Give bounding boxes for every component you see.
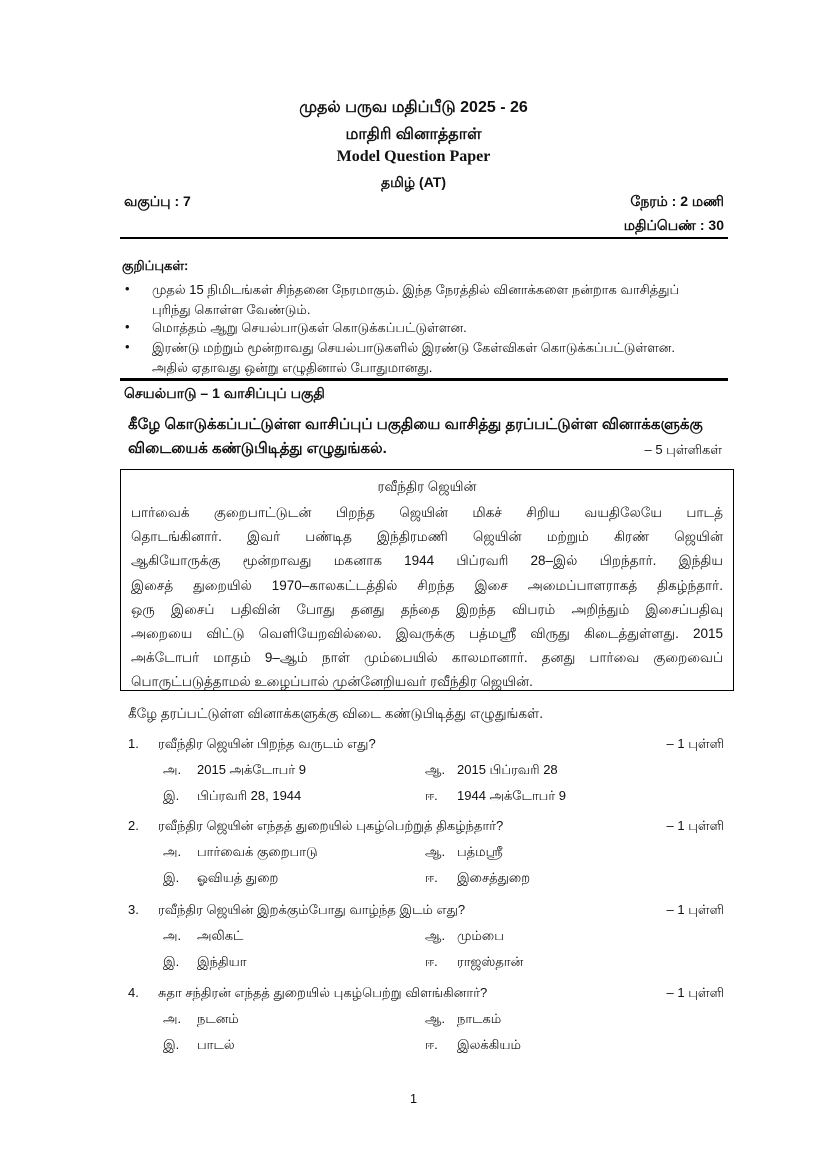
option-text: 2015 அக்டோபர் 9 [197,762,306,777]
option-text: 1944 அக்டோபர் 9 [457,788,566,803]
option-text: பத்மஸ்ரீ [457,844,503,859]
class-label: வகுப்பு : 7 [124,193,191,209]
note-3: இரண்டு மற்றும் மூன்றாவது செயல்பாடுகளில் இரண்டு கேள்விகள் கொடுக்கப்பட்டுள்ளன. [152,340,676,355]
answer-option[interactable] [163,762,306,779]
answer-option[interactable] [163,928,244,945]
passage-line: தொடங்கினார். இவர் பண்டித இந்திரமணி ஜெயின் மற்றும் கிரண் ஜெயின் [131,529,723,545]
option-label: ஆ. [425,1011,446,1026]
option-label: இ. [163,870,180,885]
passage-line: ஆகியோருக்கு மூன்றாவது மகனாக 1944 பிப்ரவரி 28–இல் பிறந்தார். இந்திய [131,553,723,569]
passage-line: அறையை விட்டு வெளியேறவில்லை. இவருக்கு பத்மஸ்ரீ விருது கிடைத்துள்ளது. 2015 [131,626,723,642]
option-text: நாடகம் [457,1011,502,1026]
question-text: ரவீந்திர ஜெயின் இறக்கும்போது வாழ்ந்த இடம் எது? [158,902,466,917]
question-text: ரவீந்திர ஜெயின் பிறந்த வருடம் எது? [158,736,376,751]
option-text: பாடல் [197,1037,235,1052]
option-text: ஓவியத் துறை [197,870,279,885]
answer-option[interactable] [163,844,318,861]
question-marks: – 1 புள்ளி [666,818,724,833]
question-text: ரவீந்திர ஜெயின் எந்தத் துறையில் புகழ்பெற்றுத் திகழ்ந்தார்? [158,818,504,833]
passage-title: ரவீந்திர ஜெயின் [377,479,477,494]
option-label: அ. [163,1011,182,1026]
passage-line: பொருட்படுத்தாமல் உழைப்பால் முன்னேறியவர் ரவீந்திர ஜெயின். [131,674,533,690]
divider [120,378,728,381]
question-number: 4. [128,985,139,1000]
marks-label: மதிப்பெண் : 30 [623,217,724,233]
option-label: இ. [163,954,180,969]
answer-option[interactable] [163,870,279,887]
instruction: கீழே கொடுக்கப்பட்டுள்ள வாசிப்புப் பகுதியை வாசித்து தரப்பட்டுள்ள வினாக்களுக்கு [128,416,703,433]
option-label: அ. [163,928,182,943]
option-text: இலக்கியம் [457,1037,522,1052]
option-label: அ. [163,762,182,777]
question-intro: கீழே தரப்பட்டுள்ள வினாக்களுக்கு விடை கண்டுபிடித்து எழுதுங்கள். [128,706,543,721]
answer-option[interactable] [425,1011,502,1028]
answer-option[interactable] [163,1011,239,1028]
option-label: ஈ. [425,788,438,803]
option-label: ஆ. [425,928,446,943]
paper-title-en: Model Question Paper [336,148,491,165]
answer-option[interactable] [163,954,247,971]
option-label: ஆ. [425,844,446,859]
subject: தமிழ் (AT) [380,174,446,190]
answer-option[interactable] [425,954,524,971]
answer-option[interactable] [163,1037,235,1054]
bullet: • [125,319,130,334]
option-text: அலிகட் [197,928,244,943]
notes-heading: குறிப்புகள்: [122,258,189,273]
option-label: ஆ. [425,762,446,777]
answer-option[interactable] [425,788,566,805]
note-1: முதல் 15 நிமிடங்கள் சிந்தனை நேரமாகும். இந்த நேரத்தில் வினாக்களை நன்றாக வாசித்துப் [152,282,680,297]
option-text: மும்பை [457,928,504,943]
section-marks: – 5 புள்ளிகள் [644,442,722,457]
question-marks: – 1 புள்ளி [666,902,724,917]
option-text: இந்தியா [197,954,247,969]
option-label: அ. [163,844,182,859]
option-label: ஈ. [425,1037,438,1052]
instruction-cont: விடையைக் கண்டுபிடித்து எழுதுங்கல். [128,440,387,457]
time-label: நேரம் : 2 மணி [630,193,724,209]
exam-title: முதல் பருவ மதிப்பீடு 2025 - 26 [299,99,528,116]
answer-option[interactable] [163,788,302,805]
page-number: 1 [409,1091,418,1106]
question-marks: – 1 புள்ளி [666,736,724,751]
option-text: 2015 பிப்ரவரி 28 [457,762,558,777]
note-2: மொத்தம் ஆறு செயல்பாடுகள் கொடுக்கப்பட்டுள்ளன. [152,320,467,335]
divider [120,237,728,239]
answer-option[interactable] [425,928,504,945]
answer-option[interactable] [425,844,503,861]
option-text: நடனம் [197,1011,239,1026]
passage-line: ஒரு இசைப் பதிவின் போது தனது தந்தை இறந்த விபரம் அறிந்தும் இசைப்பதிவு [131,601,723,617]
option-text: ராஜஸ்தான் [457,954,524,969]
passage-body [121,497,733,695]
question-text: சுதா சந்திரன் எந்தத் துறையில் புகழ்பெற்று விளங்கினார்? [158,985,488,1000]
passage-line: இசைத் துறையில் 1970–காலகட்டத்தில் சிறந்த இசை அமைப்பாளராகத் திகழ்ந்தார். [131,577,723,593]
note-1-cont: புரிந்து கொள்ள வேண்டும். [152,302,311,317]
answer-option[interactable] [425,762,558,779]
option-label: ஈ. [425,870,438,885]
paper-title: மாதிரி வினாத்தாள் [345,126,482,143]
question-number: 1. [128,736,139,751]
section-heading: செயல்பாடு – 1 வாசிப்புப் பகுதி [124,385,325,401]
bullet: • [125,339,130,354]
question-marks: – 1 புள்ளி [666,985,724,1000]
passage-line: பார்வைக் குறைபாட்டுடன் பிறந்த ஜெயின் மிகச் சிறிய வயதிலேயே பாடத் [131,505,723,520]
bullet: • [125,281,130,296]
passage-box [120,469,734,691]
option-label: இ. [163,788,180,803]
note-3-cont: அதில் ஏதாவது ஒன்று எழுதினால் போதுமானது. [152,360,433,375]
option-label: இ. [163,1037,180,1052]
question-number: 3. [128,902,139,917]
question-number: 2. [128,818,139,833]
option-label: ஈ. [425,954,438,969]
option-text: பார்வைக் குறைபாடு [197,844,318,859]
answer-option[interactable] [425,870,531,887]
passage-line: அக்டோபர் மாதம் 9–ஆம் நாள் மும்பையில் காலமானார். தனது பார்வை குறைவைப் [131,650,723,666]
option-text: பிப்ரவரி 28, 1944 [197,788,302,803]
option-text: இசைத்துறை [457,870,531,885]
answer-option[interactable] [425,1037,522,1054]
